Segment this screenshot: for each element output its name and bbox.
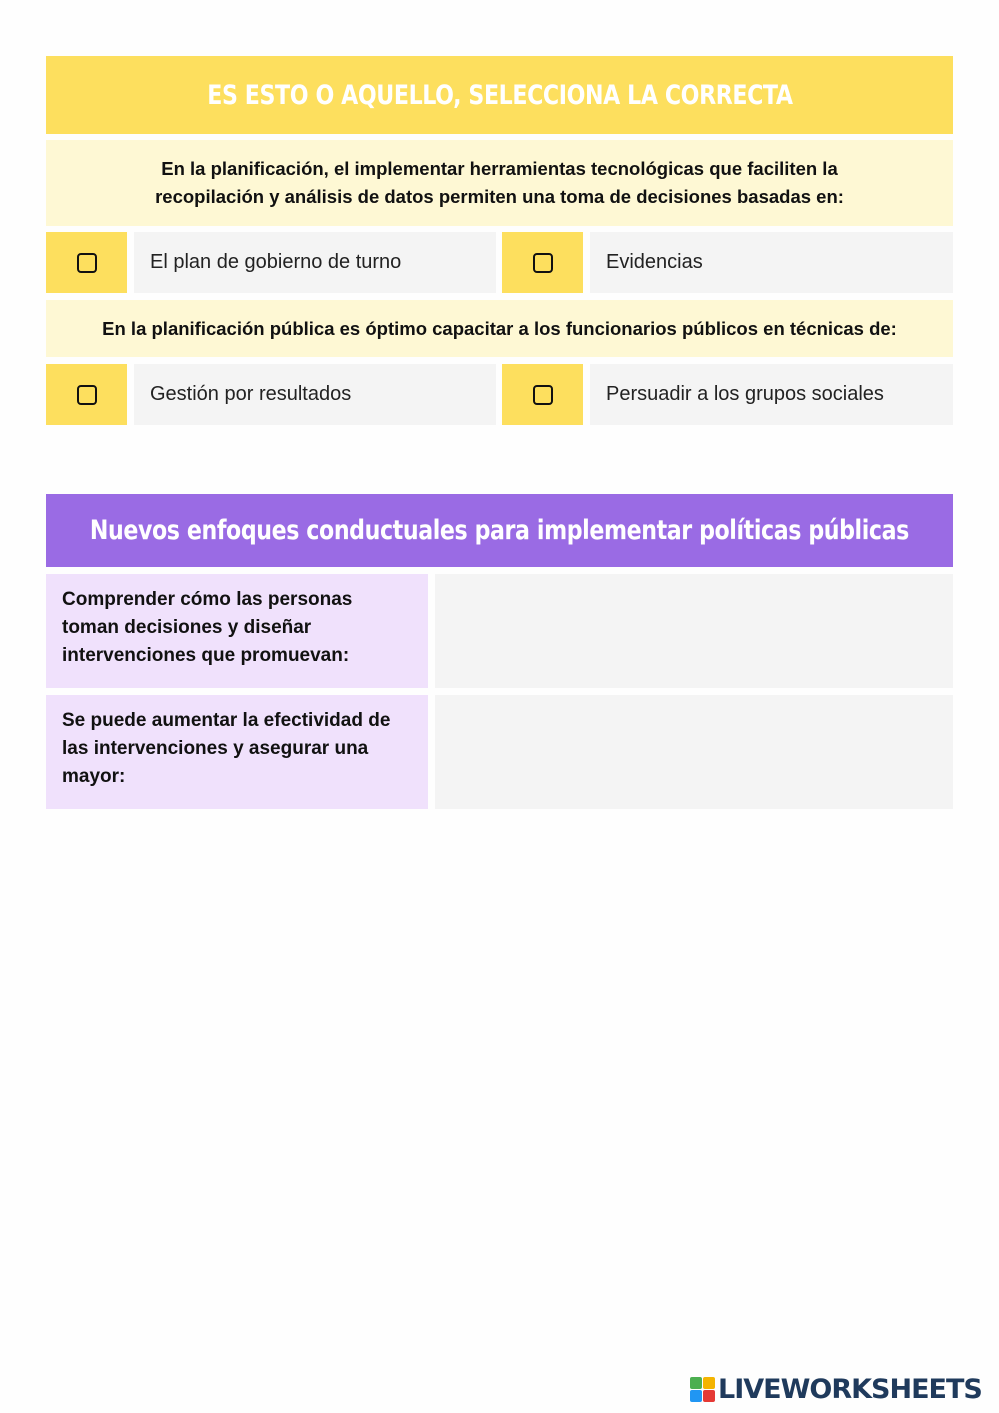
option-checkbox-cell[interactable] <box>46 232 127 293</box>
checkbox-square-icon[interactable] <box>77 385 97 405</box>
row-prompt: Comprender cómo las personas toman decisiones y diseñar intervenciones que promuevan: <box>46 574 428 688</box>
liveworksheets-logo <box>690 1372 982 1406</box>
option-label: El plan de gobierno de turno <box>134 232 496 293</box>
option-checkbox-cell[interactable] <box>502 232 583 293</box>
answer-field[interactable] <box>435 574 953 688</box>
answer-field[interactable] <box>435 695 953 809</box>
checkbox-square-icon[interactable] <box>533 385 553 405</box>
question2-text: En la planificación pública es óptimo capacitar a los funcionarios públicos en técnicas de: <box>46 300 953 357</box>
question1-text: En la planificación, el implementar herramientas tecnológicas que faciliten la recopilación y análisis de datos permiten una toma de decisiones basadas en: <box>46 140 953 226</box>
option-label: Gestión por resultados <box>134 364 496 425</box>
logo-text: LIVEWORKSHEETS <box>718 1373 982 1405</box>
option-label: Persuadir a los grupos sociales <box>590 364 953 425</box>
row-prompt: Se puede aumentar la efectividad de las intervenciones y asegurar una mayor: <box>46 695 428 809</box>
table-row <box>46 574 953 688</box>
checkbox-square-icon[interactable] <box>533 253 553 273</box>
table-row <box>46 695 953 809</box>
option-checkbox-cell[interactable] <box>502 364 583 425</box>
option-label: Evidencias <box>590 232 953 293</box>
option-checkbox-cell[interactable] <box>46 364 127 425</box>
section1-title: ES ESTO O AQUELLO, SELECCIONA LA CORRECTA <box>46 56 953 134</box>
checkbox-square-icon[interactable] <box>77 253 97 273</box>
question1-options <box>46 232 953 293</box>
logo-blocks-icon <box>690 1377 715 1402</box>
section2-title: Nuevos enfoques conductuales para implementar políticas públicas <box>46 494 953 567</box>
question2-options <box>46 364 953 425</box>
